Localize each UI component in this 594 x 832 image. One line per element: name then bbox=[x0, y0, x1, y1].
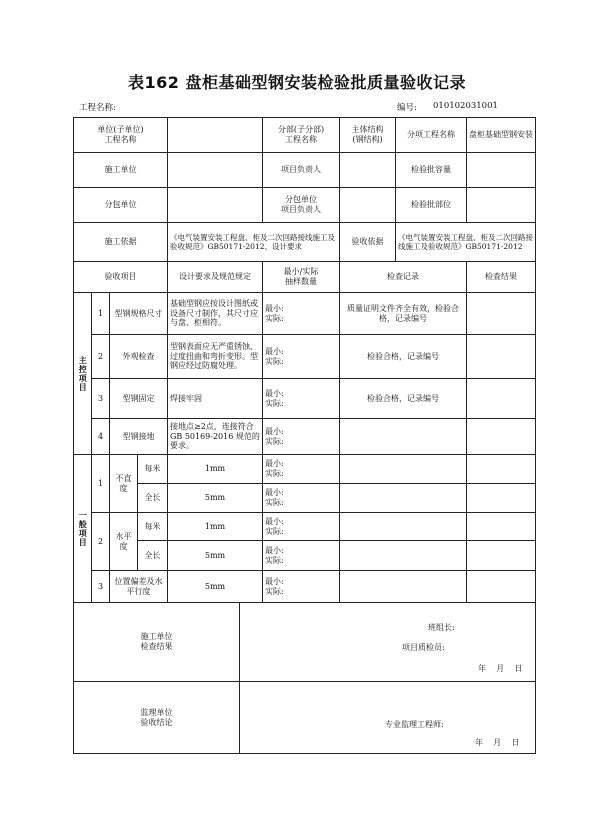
item-req: 焊接牢固 bbox=[168, 379, 263, 419]
item-no: 2 bbox=[92, 513, 110, 571]
engineer-label: 专业监理工程师: bbox=[385, 720, 444, 729]
item-record[interactable] bbox=[340, 484, 467, 513]
col-sample: 最小/实际 抽样数量 bbox=[263, 262, 340, 293]
basis-label: 施工依据 bbox=[74, 223, 168, 262]
sample-cell[interactable]: 最小: 实际: bbox=[263, 335, 340, 379]
sub-label: 分部(子分部) 工程名称 bbox=[263, 118, 340, 153]
supervision-signature[interactable] bbox=[240, 682, 536, 754]
col-item: 验收项目 bbox=[74, 262, 168, 293]
item-record[interactable] bbox=[340, 541, 467, 571]
sample-cell[interactable]: 最小: 实际: bbox=[263, 571, 340, 603]
supervision-label: 监理单位 验收结论 bbox=[74, 682, 240, 754]
col-record: 检查记录 bbox=[340, 262, 467, 293]
code-value: 010102031001 bbox=[433, 101, 498, 111]
item-no: 2 bbox=[92, 335, 110, 379]
item-no: 1 bbox=[92, 293, 110, 335]
subcontract-unit-label: 分包单位 bbox=[74, 188, 168, 223]
sample-cell[interactable]: 最小: 实际: bbox=[263, 484, 340, 513]
sample-cell[interactable]: 最小: 实际: bbox=[263, 293, 340, 335]
item-result[interactable] bbox=[467, 379, 536, 419]
sample-cell[interactable]: 最小: 实际: bbox=[263, 419, 340, 455]
unit-label: 单位(子单位) 工程名称 bbox=[74, 118, 168, 153]
item-record[interactable] bbox=[340, 571, 467, 603]
item-result[interactable] bbox=[467, 419, 536, 455]
construction-date: 年 月 日 bbox=[478, 664, 523, 673]
basis-value: 《电气装置安装工程盘、柜及二次回路接线施工及验收规范》GB50171-2012、设计要求 bbox=[168, 223, 340, 262]
sub-value: 主体结构 (钢结构) bbox=[340, 118, 396, 153]
item-name: 不直度 bbox=[110, 455, 138, 513]
main-group-label: 主控项目 bbox=[74, 293, 92, 455]
item-result[interactable] bbox=[467, 571, 536, 603]
item-req: 5mm bbox=[168, 484, 263, 513]
subcontract-unit-value[interactable] bbox=[168, 188, 263, 223]
item-record: 检验合格，记录编号 bbox=[340, 335, 467, 379]
construction-check-label: 施工单位 检查结果 bbox=[74, 603, 240, 682]
item-req: 型钢表面应无严重锈蚀、过度扭曲和弯折变形。型钢应经过防腐处理。 bbox=[168, 335, 263, 379]
subcontract-lead-value[interactable] bbox=[340, 188, 396, 223]
batch-part-value[interactable] bbox=[467, 188, 536, 223]
sub-label: 全长 bbox=[138, 484, 168, 513]
general-group-label: 一般项目 bbox=[74, 455, 92, 603]
accept-value: 《电气装置安装工程盘、柜及二次回路接线施工及验收规范》GB50171-2012 bbox=[396, 223, 536, 262]
sample-cell[interactable]: 最小: 实际: bbox=[263, 541, 340, 571]
item-value: 盘柜基础型钢安装 bbox=[467, 118, 536, 153]
col-req: 设计要求及规范规定 bbox=[168, 262, 263, 293]
team-lead-label: 班组长: bbox=[428, 623, 455, 632]
item-req: 1mm bbox=[168, 513, 263, 541]
item-record bbox=[340, 419, 467, 455]
project-lead-value[interactable] bbox=[340, 153, 396, 188]
construction-check-signature[interactable] bbox=[240, 603, 536, 682]
sample-cell[interactable]: 最小: 实际: bbox=[263, 513, 340, 541]
inspection-form bbox=[73, 117, 536, 754]
item-result[interactable] bbox=[467, 513, 536, 541]
accept-label: 验收依据 bbox=[340, 223, 396, 262]
item-result[interactable] bbox=[467, 335, 536, 379]
supervision-date: 年 月 日 bbox=[475, 738, 520, 747]
item-no: 3 bbox=[92, 571, 110, 603]
page-title: 表162 盘柜基础型钢安装检验批质量验收记录 bbox=[128, 73, 466, 92]
batch-part-label: 检验批部位 bbox=[396, 188, 467, 223]
item-no: 3 bbox=[92, 379, 110, 419]
item-req: 5mm bbox=[168, 541, 263, 571]
item-name: 水平度 bbox=[110, 513, 138, 571]
sub-label: 全长 bbox=[138, 541, 168, 571]
item-name: 型钢固定 bbox=[110, 379, 168, 419]
item-record: 质量证明文件齐全有效，检验合格，记录编号 bbox=[340, 293, 467, 335]
item-result[interactable] bbox=[467, 455, 536, 484]
item-req: 接地点≥2点，连接符合GB 50169-2016 规范的要求。 bbox=[168, 419, 263, 455]
construct-unit-value[interactable] bbox=[168, 153, 263, 188]
item-record[interactable] bbox=[340, 513, 467, 541]
item-name: 外观检查 bbox=[110, 335, 168, 379]
item-name: 型钢接地 bbox=[110, 419, 168, 455]
construct-unit-label: 施工单位 bbox=[74, 153, 168, 188]
project-lead-label: 项目负责人 bbox=[263, 153, 340, 188]
item-result[interactable] bbox=[467, 293, 536, 335]
inspector-label: 项目质检员: bbox=[402, 643, 445, 652]
sub-label: 每米 bbox=[138, 513, 168, 541]
item-result[interactable] bbox=[467, 484, 536, 513]
sample-cell[interactable]: 最小: 实际: bbox=[263, 379, 340, 419]
item-result[interactable] bbox=[467, 541, 536, 571]
unit-value[interactable] bbox=[168, 118, 263, 153]
item-no: 4 bbox=[92, 419, 110, 455]
item-req: 5mm bbox=[168, 571, 263, 603]
item-no: 1 bbox=[92, 455, 110, 513]
col-result: 检查结果 bbox=[467, 262, 536, 293]
sample-cell[interactable]: 最小: 实际: bbox=[263, 455, 340, 484]
item-name: 型钢规格尺寸 bbox=[110, 293, 168, 335]
item-req: 基础型钢应按设计图纸或设备尺寸制作，其尺寸应与盘、柜相符。 bbox=[168, 293, 263, 335]
item-record[interactable] bbox=[340, 455, 467, 484]
item-label: 分项工程名称 bbox=[396, 118, 467, 153]
item-name: 位置偏差及水平行度 bbox=[110, 571, 168, 603]
project-name-label: 工程名称: bbox=[79, 103, 116, 113]
sub-label: 每米 bbox=[138, 455, 168, 484]
subcontract-lead-label: 分包单位 项目负责人 bbox=[263, 188, 340, 223]
item-record: 检验合格，记录编号 bbox=[340, 379, 467, 419]
code-label: 编号: bbox=[397, 103, 417, 113]
batch-capacity-value[interactable] bbox=[467, 153, 536, 188]
item-req: 1mm bbox=[168, 455, 263, 484]
batch-capacity-label: 检验批容量 bbox=[396, 153, 467, 188]
